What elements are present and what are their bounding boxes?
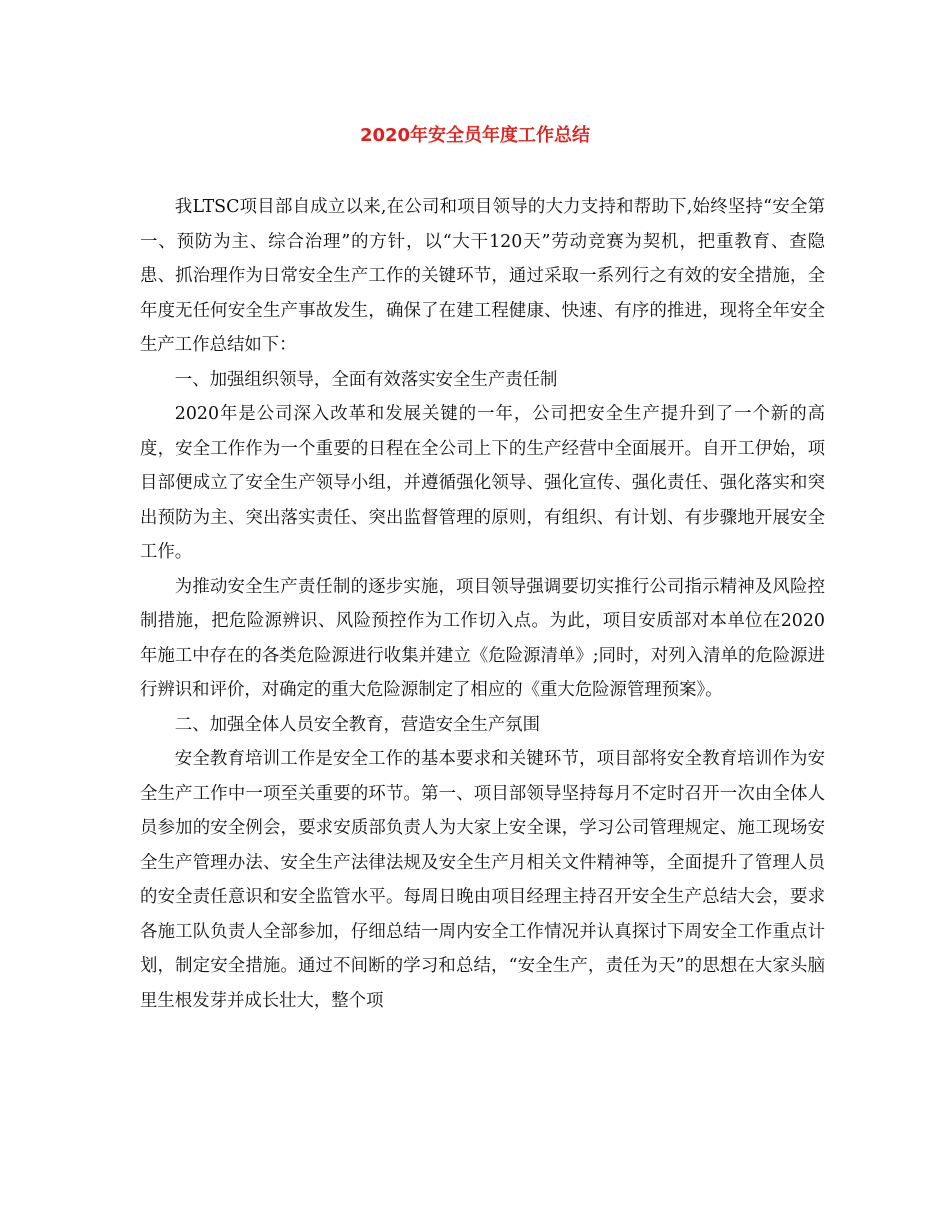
intro-paragraph: 我LTSC项目部自成立以来,在公司和项目领导的大力支持和帮助下,始终坚持“安全第一、预防为主、综合治理”的方针，以“大干120天”劳动竞赛为契机，把重教育、查隐患、抓治理作为日常安全生产工作的关键环节，通过采取一系列行之有效的安全措施，全年度无任何安全生产事故发生，确保了在建工程健康、快速、有序的推进，现将全年安全生产工作总结如下： [140, 197, 825, 355]
body-paragraph: 2020年是公司深入改革和发展关键的一年，公司把安全生产提升到了一个新的高度，安全工作作为一个重要的日程在全公司上下的生产经营中全面展开。自开工伊始，项目部便成立了安全生产领导小组，并遵循强化领导、强化宣传、强化责任、强化落实和突出预防为主、突出落实责任、突出监督管理的原则，有组织、有计划、有步骤地开展安全工作。 [140, 404, 825, 562]
section-heading-2: 二、加强全体人员安全教育，营造安全生产氛围 [174, 714, 541, 735]
section-heading-1: 一、加强组织领导，全面有效落实安全生产责任制 [174, 369, 558, 390]
body-paragraph: 安全教育培训工作是安全工作的基本要求和关键环节，项目部将安全教育培训作为安全生产工作中一项至关重要的环节。第一、项目部领导坚持每月不定时召开一次由全体人员参加的安全例会，要求安质部负责人为大家上安全课，学习公司管理规定、施工现场安全生产管理办法、安全生产法律法规及安全生产月相关文件精神等，全面提升了管理人员的安全责任意识和安全监管水平。每周日晚由项目经理主持召开安全生产总结大会，要求各施工队负责人全部参加，仔细总结一周内安全工作情况并认真探讨下周安全工作重点计划，制定安全措施。通过不间断的学习和总结，“安全生产，责任为天”的思想在大家头脑里生根发芽并成长壮大，整个项 [140, 749, 825, 1011]
document-body [140, 190, 825, 1018]
document-title: 2020年安全员年度工作总结 [359, 125, 591, 146]
body-paragraph: 为推动安全生产责任制的逐步实施，项目领导强调要切实推行公司指示精神及风险控制措施，把危险源辨识、风险预控作为工作切入点。为此，项目安质部对本单位在2020年施工中存在的各类危险源进行收集并建立《危险源清单》;同时，对列入清单的危险源进行辨识和评价，对确定的重大危险源制定了相应的《重大危险源管理预案》。 [140, 576, 825, 700]
